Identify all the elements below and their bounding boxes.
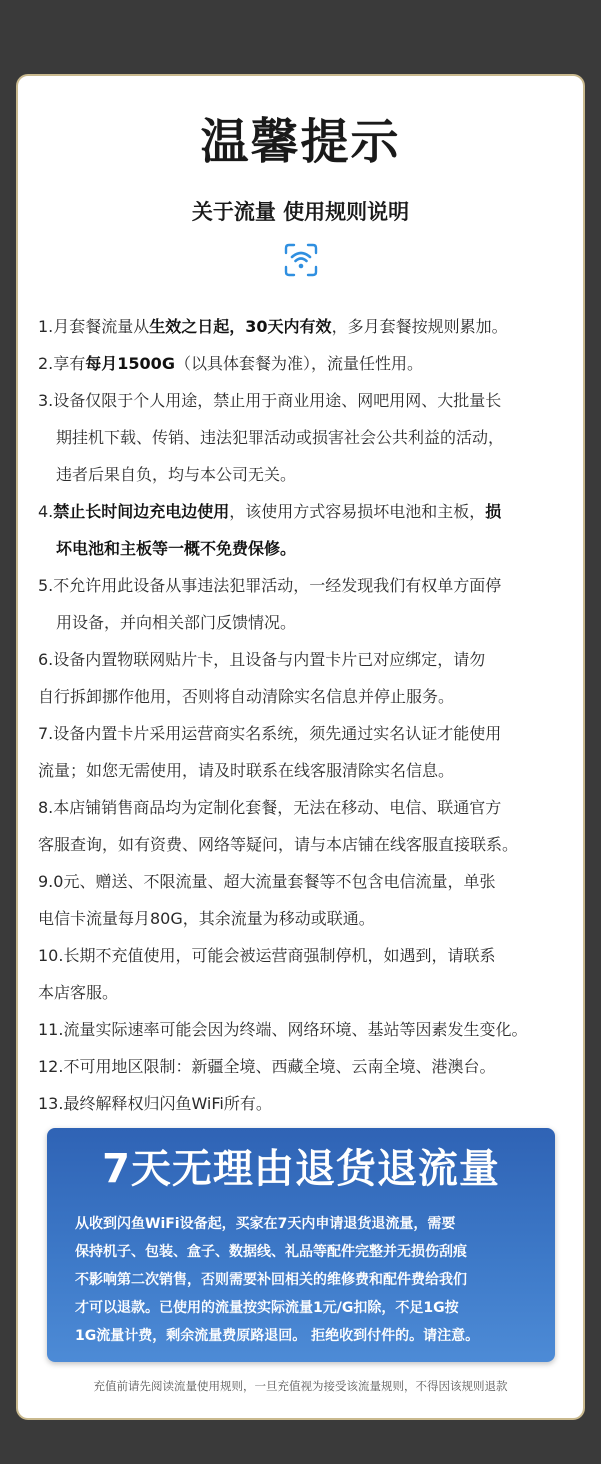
rule-item-3-cont: 期挂机下载、传销、违法犯罪活动或损害社会公共利益的活动，: [56, 428, 505, 447]
rule-item-5-cont: 用设备，并向相关部门反馈情况。: [56, 613, 297, 632]
rule-item-3-cont: 违者后果自负，均与本公司无关。: [56, 465, 297, 484]
rule-item-5: 5.不允许用此设备从事违法犯罪活动，一经发现我们有权单方面停: [38, 576, 502, 595]
page-title: 温馨提示: [200, 114, 401, 170]
rule-item-1: 1.月套餐流量从生效之日起，30天内有效，多月套餐按规则累加。: [38, 317, 508, 336]
rules-list: [38, 308, 584, 1122]
rule-item-4: 4.禁止长时间边充电边使用，该使用方式容易损坏电池和主板，损: [38, 502, 502, 521]
rule-item-10: 10.长期不充值使用，可能会被运营商强制停机，如遇到，请联系: [38, 946, 496, 965]
footer-note: 充值前请先阅读流量使用规则，一旦充值视为接受该流量规则，不得因该规则退款: [93, 1379, 508, 1393]
banner-body: [75, 1210, 545, 1350]
rule-item-10-cont: 本店客服。: [38, 983, 119, 1002]
banner-line: 保持机子、包装、盒子、数据线、礼品等配件完整并无损伤刮痕: [75, 1244, 467, 1260]
return-policy-banner: [47, 1128, 555, 1362]
rule-item-8-cont: 客服查询，如有资费、网络等疑问，请与本店铺在线客服直接联系。: [38, 835, 519, 854]
rule-item-3: 3.设备仅限于个人用途，禁止用于商业用途、网吧用网、大批量长: [38, 391, 502, 410]
rule-item-12: 12.不可用地区限制：新疆全境、西藏全境、云南全境、港澳台。: [38, 1057, 496, 1076]
rule-item-9-cont: 电信卡流量每月80G，其余流量为移动或联通。: [38, 909, 375, 928]
banner-line: 1G流量计费，剩余流量费原路退回。 拒绝收到付件的。请注意。: [75, 1328, 480, 1344]
banner-line: 不影响第二次销售，否则需要补回相关的维修费和配件费给我们: [75, 1272, 467, 1288]
rule-item-7: 7.设备内置卡片采用运营商实名系统，须先通过实名认证才能使用: [38, 724, 502, 743]
rule-item-6: 6.设备内置物联网贴片卡，且设备与内置卡片已对应绑定，请勿: [38, 650, 486, 669]
rule-item-2: 2.享有每月1500G（以具体套餐为准），流量任性用。: [38, 354, 423, 373]
rule-item-8: 8.本店铺销售商品均为定制化套餐，无法在移动、电信、联通官方: [38, 798, 502, 817]
rule-item-13: 13.最终解释权归闪鱼WiFi所有。: [38, 1094, 272, 1113]
rule-item-11: 11.流量实际速率可能会因为终端、网络环境、基站等因素发生变化。: [38, 1020, 528, 1039]
rule-item-4-cont: 坏电池和主板等一概不免费保修。: [56, 539, 297, 558]
banner-line: 从收到闪鱼WiFi设备起，买家在7天内申请退货退流量，需要: [75, 1216, 456, 1232]
rule-item-7-cont: 流量；如您无需使用，请及时联系在线客服清除实名信息。: [38, 761, 455, 780]
banner-line: 才可以退款。已使用的流量按实际流量1元/G扣除，不足1G按: [75, 1300, 459, 1316]
page-subtitle: 关于流量 使用规则说明: [191, 200, 410, 224]
wifi-icon: [283, 242, 319, 278]
banner-title: 7天无理由退货退流量: [102, 1146, 500, 1192]
rule-item-9: 9.0元、赠送、不限流量、超大流量套餐等不包含电信流量，单张: [38, 872, 496, 891]
rule-item-6-cont: 自行拆卸挪作他用，否则将自动清除实名信息并停止服务。: [38, 687, 455, 706]
